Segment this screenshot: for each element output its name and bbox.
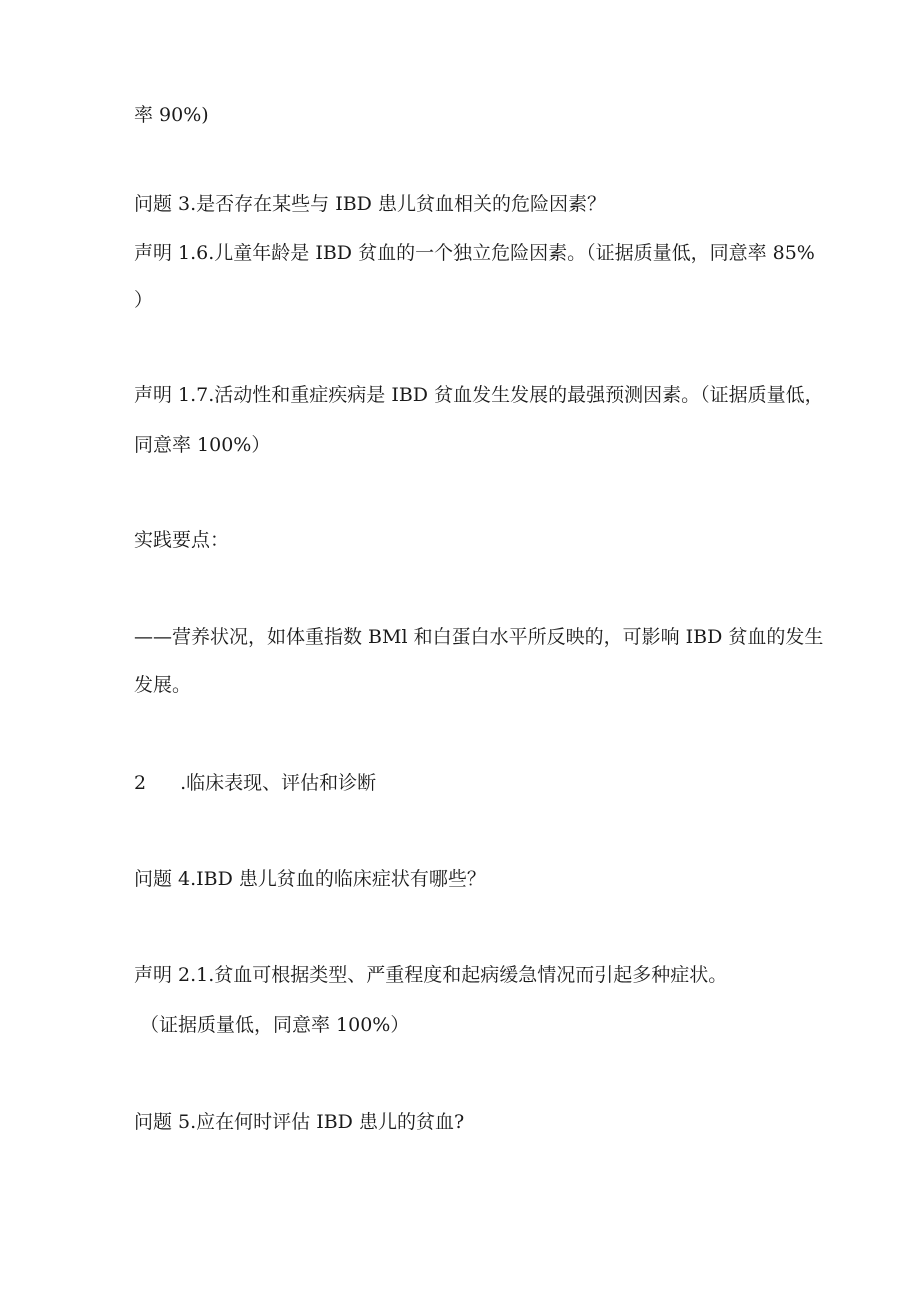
statement-1-7: 声明 1.7.活动性和重症疾病是 IBD 贫血发生发展的最强预测因素。（证据质量低， — [134, 384, 824, 406]
statement-1-6-continuation: ） — [134, 289, 154, 311]
question-4: 问题 4.IBD 患儿贫血的临床症状有哪些？ — [134, 868, 486, 890]
practice-points-heading: 实践要点： — [134, 529, 230, 551]
statement-2-1: 声明 2.1.贫血可根据类型、严重程度和起病缓急情况而引起多种症状。 — [134, 964, 728, 986]
statement-1-6: 声明 1.6.儿童年龄是 IBD 贫血的一个独立危险因素。（证据质量低，同意率 85% — [134, 242, 815, 264]
statement-1-7-continuation: 同意率 100%） — [134, 434, 271, 456]
practice-point-nutrition: ——营养状况，如体重指数 BMl 和白蛋白水平所反映的，可影响 IBD 贫血的发生 — [134, 626, 824, 648]
question-3: 问题 3.是否存在某些与 IBD 患儿贫血相关的危险因素？ — [134, 193, 606, 215]
statement-2-1-evidence: （证据质量低，同意率 100%） — [140, 1014, 410, 1036]
section-heading-2 — [134, 771, 376, 795]
text-line-agreement-90: 率 90%) — [134, 104, 209, 126]
section-title: .临床表现、评估和诊断 — [180, 772, 377, 794]
practice-point-nutrition-continuation: 发展。 — [134, 674, 192, 696]
section-number: 2 — [134, 772, 147, 794]
question-5: 问题 5.应在何时评估 IBD 患儿的贫血? — [134, 1111, 465, 1133]
